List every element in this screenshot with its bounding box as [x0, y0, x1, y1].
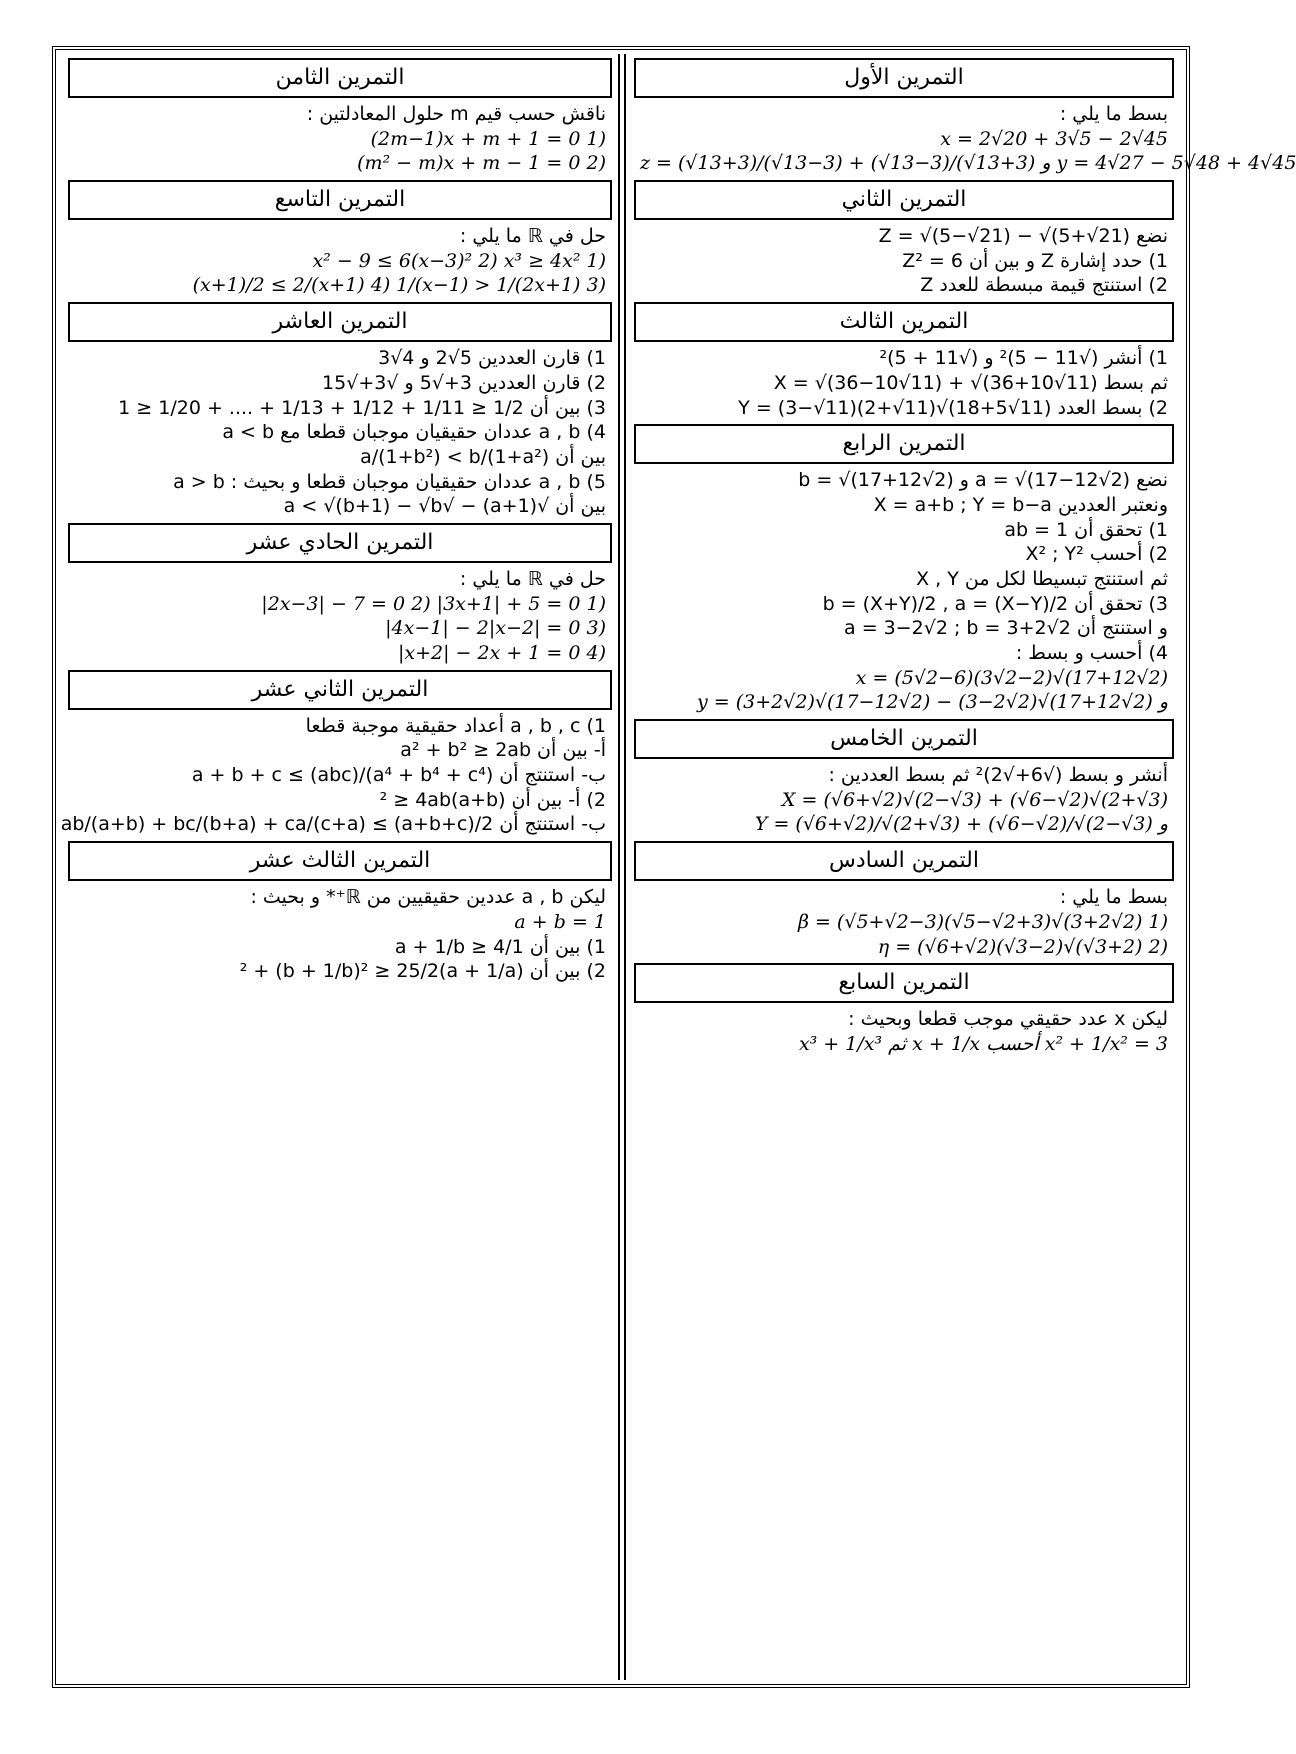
- exercise-text: ليكن x عدد حقيقي موجب قطعا وبحيث :: [848, 1008, 1168, 1031]
- exercise-text: 3) بين أن 1/2 ≤ 1/11 + 1/12 + 1/13 + .... + 1/20 ≤ 1: [118, 396, 606, 419]
- exercise-title: التمرين الخامس: [634, 719, 1174, 759]
- exercise-text: 3) تحقق أن b = (X+Y)/2 , a = (X−Y)/2: [822, 592, 1168, 615]
- math-expression: x³ + 1/x³ ثم x + 1/x أحسب x² + 1/x² = 3: [798, 1032, 1168, 1055]
- exercise-title: التمرين السادس: [634, 841, 1174, 881]
- exercise-text: 1) قارن العددين 5√2 و 4√3: [378, 347, 606, 370]
- exercise-title: التمرين التاسع: [68, 180, 612, 220]
- math-expression: z = (√13+3)/(√13−3) + (√13−3)/(√13+3) و y = 4√27 − 5√48 + 4√45: [640, 152, 1296, 175]
- left-column: [60, 54, 616, 1680]
- exercise-title: التمرين الثاني: [634, 180, 1174, 220]
- exercise-block: [64, 302, 616, 519]
- math-expression: Y = (√6+√2)/√(2+√3) + (√6−√2)/√(2−√3) و: [754, 813, 1168, 836]
- math-expression: a + b = 1: [514, 910, 606, 933]
- exercise-text: بسط ما يلي :: [1059, 886, 1168, 909]
- exercise-text: 1) تحقق أن ab = 1: [1004, 518, 1168, 541]
- exercise-text: 1) حدد إشارة Z و بين أن Z² = 6: [902, 249, 1168, 272]
- exercise-text: ليكن a , b عددين حقيقيين من ℝ⁺* و بحيث :: [250, 886, 606, 909]
- exercise-block: [64, 841, 616, 984]
- exercise-text: 2) أ- بين أن (a+b)² ≥ 4ab: [379, 788, 606, 811]
- exercise-block: [630, 58, 1296, 176]
- exercise-text: 1) بين أن 1/a + 1/b ≥ 4: [394, 935, 606, 958]
- math-expression: y = (3+2√2)√(17−12√2) − (3−2√2)√(17+12√2) و: [697, 691, 1168, 714]
- math-expression: |x+2| − 2x + 1 = 0 4): [397, 642, 606, 664]
- math-expression: x² − 9 ≤ 6(x−3)² 2) x³ ≥ 4x² 1): [312, 249, 606, 272]
- exercise-block: [60, 670, 616, 837]
- exercise-text: 2) بسط العدد Y = (3−√11)(2+√11)√(18+5√11): [738, 396, 1168, 419]
- exercise-title: التمرين الثالث: [634, 302, 1174, 342]
- math-expression: x = (5√2−6)(3√2−2)√(17+12√2): [855, 666, 1168, 689]
- math-expression: β = (√5+√2−3)(√5−√2+3)√(3+2√2) 1): [797, 910, 1168, 933]
- exercise-text: 2) قارن العددين 3+√5 و √3+√15: [322, 371, 606, 394]
- math-expression: (m² − m)x + m − 1 = 0 2): [357, 152, 606, 175]
- exercise-text: ثم بسط X = √(36−10√11) + √(36+10√11): [773, 371, 1168, 394]
- exercise-title: التمرين الثامن: [68, 58, 612, 98]
- column-divider: [618, 54, 626, 1680]
- exercise-text: نضع a = √(17−12√2) و b = √(17+12√2): [798, 469, 1168, 492]
- exercise-title: التمرين الثاني عشر: [68, 670, 612, 710]
- math-expression: (2m−1)x + m + 1 = 0 1): [370, 127, 606, 150]
- exercise-title: التمرين السابع: [634, 963, 1174, 1003]
- exercise-text: بسط ما يلي :: [1059, 103, 1168, 125]
- exercise-block: [630, 180, 1178, 298]
- exercise-title: التمرين الأول: [634, 58, 1174, 98]
- exercise-block: [64, 523, 616, 666]
- exercise-block: [630, 719, 1178, 837]
- exercise-text: بين أن a/(1+b²) < b/(1+a²): [360, 445, 606, 468]
- math-expression: X = (√6+√2)√(2−√3) + (√6−√2)√(2+√3): [781, 788, 1168, 811]
- math-expression: |4x−1| − 2|x−2| = 0 3): [385, 617, 606, 640]
- exercise-block: [64, 58, 616, 176]
- exercise-text: حل في ℝ ما يلي :: [459, 225, 606, 248]
- exercise-title: التمرين الرابع: [634, 424, 1174, 464]
- exercise-title: التمرين العاشر: [68, 302, 612, 342]
- page-frame: [52, 46, 1296, 1688]
- exercise-text: ناقش حسب قيم m حلول المعادلتين :: [306, 103, 606, 125]
- exercise-text: حل في ℝ ما يلي :: [459, 567, 606, 590]
- exercise-block: [630, 302, 1178, 420]
- exercise-text: 2) استنتج قيمة مبسطة للعدد Z: [920, 274, 1168, 297]
- exercise-text: 1) a , b , c أعداد حقيقية موجبة قطعا: [305, 714, 606, 737]
- exercise-block: [64, 180, 616, 298]
- exercise-title: التمرين الثالث عشر: [68, 841, 612, 881]
- math-expression: η = (√6+√2)(√3−2)√(√3+2) 2): [877, 935, 1168, 958]
- exercise-text: ونعتبر العددين X = a+b ; Y = b−a: [873, 493, 1168, 516]
- exercise-title: التمرين الحادي عشر: [68, 523, 612, 563]
- exercise-text: 4) أحسب و بسط :: [1015, 642, 1168, 664]
- exercise-text: ب- استنتج أن (a⁴ + b⁴ + c⁴)/(abc) ≥ a + b + c: [191, 764, 606, 787]
- exercise-block: [630, 841, 1178, 959]
- math-expression: (x+1)/2 ≤ 2/(x+1) 4) 1/(x−1) > 1/(2x+1) 3): [192, 274, 606, 297]
- exercise-block: [630, 424, 1178, 715]
- exercise-text: 4) a , b عددان حقيقيان موجبان قطعا مع a < b: [222, 421, 606, 444]
- math-expression: |2x−3| − 7 = 0 2) |3x+1| + 5 = 0 1): [261, 592, 606, 615]
- exercise-text: 2) أحسب X² ; Y²: [1025, 543, 1168, 566]
- exercise-block: [630, 963, 1178, 1056]
- exercise-text: بين أن √(a+1) − √a < √(b+1) − √b: [283, 495, 606, 518]
- exercise-text: 2) بين أن (a + 1/a)² + (b + 1/b)² ≥ 25/2: [239, 960, 606, 983]
- exercise-text: ب- استنتج أن ab/(a+b) + bc/(b+a) + ca/(c+a) ≤ (a+b+c)/2: [60, 813, 606, 836]
- exercise-text: أنشر و بسط (√6+√2)² ثم بسط العددين :: [828, 764, 1168, 787]
- exercise-text: و استنتج أن a = 3−2√2 ; b = 3+2√2: [844, 617, 1168, 640]
- exercise-text: أ- بين أن a² + b² ≥ 2ab: [400, 739, 606, 762]
- exercise-text: 5) a , b عددان حقيقيان موجبان قطعا و بحيث : a > b: [173, 470, 606, 493]
- right-column: [630, 54, 1296, 1680]
- exercise-text: ثم استنتج تبسيطا لكل من X , Y: [916, 567, 1168, 590]
- math-expression: x = 2√20 + 3√5 − 2√45: [940, 127, 1168, 150]
- exercise-text: نضع Z = √(5−√21) − √(5+√21): [878, 225, 1168, 248]
- exercise-text: 1) أنشر (√11 − 5)² و (√11 + 5)²: [879, 347, 1168, 370]
